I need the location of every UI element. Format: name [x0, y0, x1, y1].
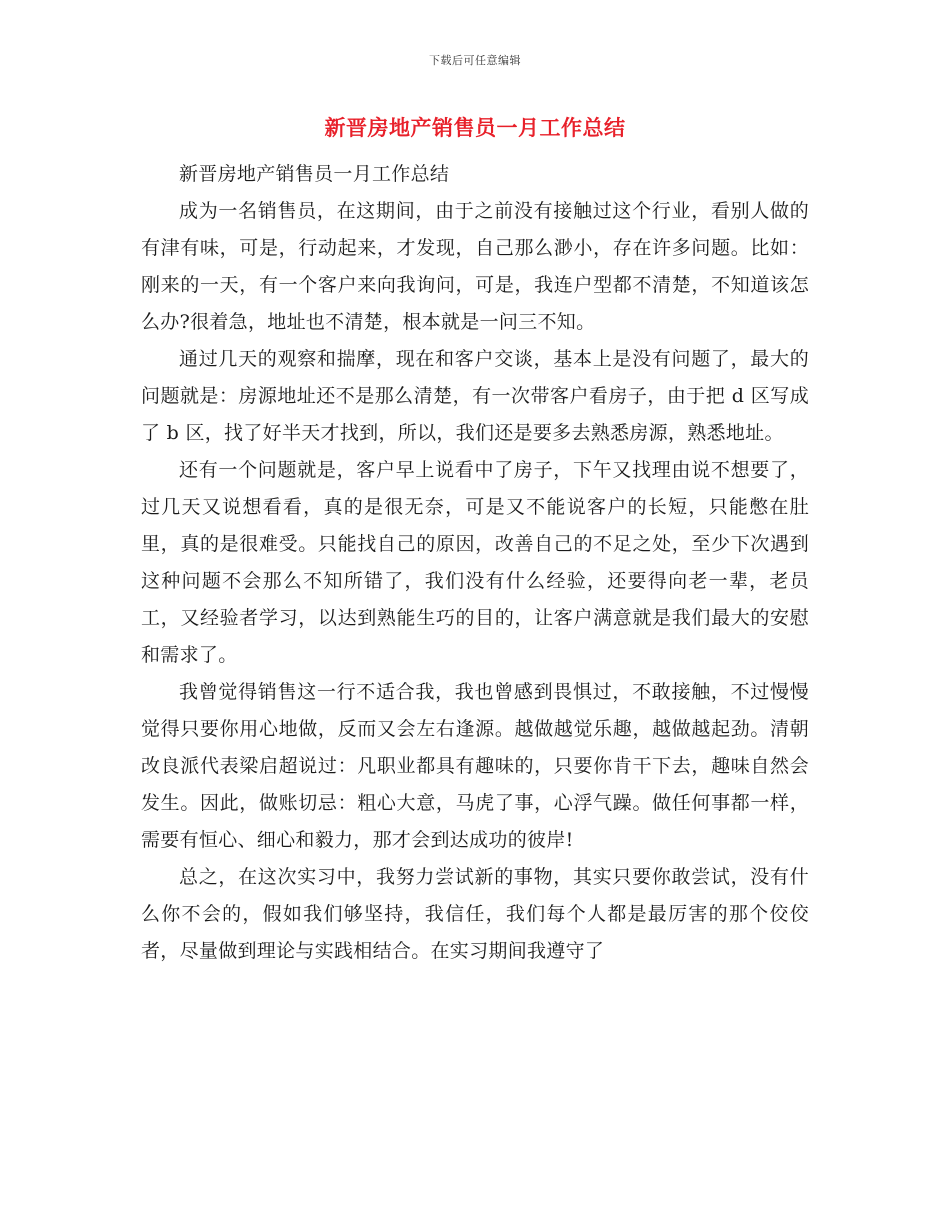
document-body: [141, 156, 809, 970]
paragraph: 成为一名销售员，在这期间，由于之前没有接触过这个行业，看别人做的有津有味，可是，行动起来，才发现，自己那么渺小，存在许多问题。比如：刚来的一天，有一个客户来向我询问，可是，我连户型都不清楚，不知道该怎么办?很着急，地址也不清楚，根本就是一问三不知。: [141, 200, 809, 333]
paragraph: 总之，在这次实习中，我努力尝试新的事物，其实只要你敢尝试，没有什么你不会的，假如我们够坚持，我信任，我们每个人都是最厉害的那个佼佼者，尽量做到理论与实践相结合。在实习期间我遵守了: [141, 866, 809, 962]
paragraph: 还有一个问题就是，客户早上说看中了房子，下午又找理由说不想要了，过几天又说想看看，真的是很无奈，可是又不能说客户的长短，只能憋在肚里，真的是很难受。只能找自己的原因，改善自己的不足之处，至少下次遇到这种问题不会那么不知所错了，我们没有什么经验，还要得向老一辈，老员工，又经验者学习，以达到熟能生巧的目的，让客户满意就是我们最大的安慰和需求了。: [141, 459, 809, 666]
header-note: 下载后可任意编辑: [429, 54, 521, 67]
paragraph-subtitle: 新晋房地产销售员一月工作总结: [179, 163, 450, 185]
paragraph: 通过几天的观察和揣摩，现在和客户交谈，基本上是没有问题了，最大的问题就是：房源地址还不是那么清楚，有一次带客户看房子，由于把 d 区写成了 b 区，找了好半天才找到，所以，我们还是要多去熟悉房源，熟悉地址。: [141, 348, 809, 444]
document-title: 新晋房地产销售员一月工作总结: [324, 115, 626, 140]
paragraph: 我曾觉得销售这一行不适合我，我也曾感到畏惧过，不敢接触，不过慢慢觉得只要你用心地做，反而又会左右逢源。越做越觉乐趣，越做越起劲。清朝改良派代表梁启超说过：凡职业都具有趣味的，只要你肯干下去，趣味自然会发生。因此，做账切忌：粗心大意，马虎了事，心浮气躁。做任何事都一样，需要有恒心、细心和毅力，那才会到达成功的彼岸!: [141, 681, 809, 851]
